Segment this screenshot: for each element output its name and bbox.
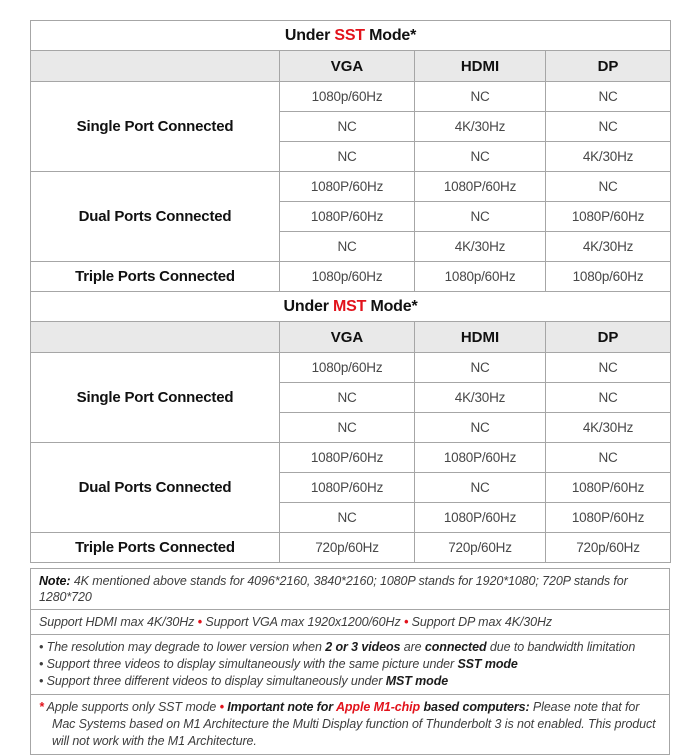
asterisk-marker: * <box>39 700 44 714</box>
cell-mst-dual-1-dp: NC <box>546 443 671 473</box>
mst-single-port-label: Single Port Connected <box>31 353 280 443</box>
sst-header-dp: DP <box>546 51 671 82</box>
mst-header-blank <box>31 322 280 353</box>
bullet-list <box>31 635 670 695</box>
cell-mst-single-3-vga: NC <box>280 413 415 443</box>
mst-title-row <box>31 292 671 322</box>
cell-mst-triple-hdmi: 720p/60Hz <box>415 533 546 563</box>
cell-sst-triple-dp: 1080p/60Hz <box>546 262 671 292</box>
bullet-list-row <box>31 635 670 695</box>
bullet-separator: • <box>197 615 202 629</box>
cell-mst-single-1-dp: NC <box>546 353 671 383</box>
cell-mst-dual-3-hdmi: 1080P/60Hz <box>415 503 546 533</box>
bullet-text: Support three videos to display simultaneously with the same picture under <box>46 657 458 671</box>
table-row <box>31 353 671 383</box>
bullet-text: The resolution may degrade to lower version when <box>46 640 326 654</box>
cell-sst-dual-2-dp: 1080P/60Hz <box>546 202 671 232</box>
mst-header-dp: DP <box>546 322 671 353</box>
apple-m1-detail-text: Please note that for Mac Systems based on M1 Architecture the Multi Display function of Thunderbolt 3 is not enabled. This product will not work with the M1 Architecture. <box>52 700 656 748</box>
cell-mst-triple-dp: 720p/60Hz <box>546 533 671 563</box>
cell-sst-single-2-dp: NC <box>546 112 671 142</box>
bullet-item-sst <box>39 656 661 673</box>
cell-sst-dual-3-vga: NC <box>280 232 415 262</box>
bullet-text: Support three different videos to display simultaneously under <box>46 674 386 688</box>
mst-header-vga: VGA <box>280 322 415 353</box>
sst-title-row <box>31 21 671 51</box>
cell-mst-single-1-vga: 1080p/60Hz <box>280 353 415 383</box>
apple-note-row <box>31 695 670 755</box>
table-row <box>31 262 671 292</box>
table-row <box>31 533 671 563</box>
cell-sst-dual-1-dp: NC <box>546 172 671 202</box>
sst-column-header-row <box>31 51 671 82</box>
bullet-marker: • <box>39 640 47 654</box>
cell-sst-single-2-vga: NC <box>280 112 415 142</box>
mst-dual-ports-label: Dual Ports Connected <box>31 443 280 533</box>
apple-note <box>31 695 670 755</box>
cell-mst-dual-2-dp: 1080P/60Hz <box>546 473 671 503</box>
support-hdmi: Support HDMI max 4K/30Hz <box>39 615 198 629</box>
cell-sst-dual-1-vga: 1080P/60Hz <box>280 172 415 202</box>
cell-mst-dual-3-vga: NC <box>280 503 415 533</box>
bullet-bold: SST mode <box>457 657 518 671</box>
display-mode-table <box>30 20 671 563</box>
sst-dual-ports-label: Dual Ports Connected <box>31 172 280 262</box>
sst-title-post: Mode* <box>364 26 417 44</box>
mst-triple-ports-label: Triple Ports Connected <box>31 533 280 563</box>
mst-title-pre: Under <box>283 297 334 315</box>
cell-sst-triple-hdmi: 1080p/60Hz <box>415 262 546 292</box>
sst-header-hdmi: HDMI <box>415 51 546 82</box>
cell-sst-single-3-vga: NC <box>280 142 415 172</box>
apple-important-text: Important note for <box>223 700 336 714</box>
bullet-text: are <box>400 640 425 654</box>
bullet-separator: • <box>403 615 409 629</box>
cell-sst-dual-2-vga: 1080P/60Hz <box>280 202 415 232</box>
resolution-note <box>31 569 670 610</box>
note-text: 4K mentioned above stands for 4096*2160, 3840*2160; 1080P stands for 1920*1080; 720P stands for 1280*720 <box>39 574 628 604</box>
note-row <box>31 569 670 610</box>
footnotes-table <box>30 568 670 755</box>
apple-sst-text: Apple supports only SST mode <box>43 700 220 714</box>
note-label: Note: <box>39 574 71 588</box>
cell-sst-single-1-dp: NC <box>546 82 671 112</box>
sst-title-mode: SST <box>334 26 365 44</box>
mst-header-hdmi: HDMI <box>415 322 546 353</box>
bullet-bold: connected <box>424 640 487 654</box>
support-dp: Support DP max 4K/30Hz <box>408 615 553 629</box>
bullet-bold: MST mode <box>385 674 449 688</box>
cell-mst-single-1-hdmi: NC <box>415 353 546 383</box>
table-row <box>31 443 671 473</box>
sst-header-vga: VGA <box>280 51 415 82</box>
cell-sst-single-2-hdmi: 4K/30Hz <box>415 112 546 142</box>
bullet-marker: • <box>39 657 47 671</box>
mst-title-post: Mode* <box>366 297 418 315</box>
cell-mst-single-3-hdmi: NC <box>415 413 546 443</box>
cell-sst-single-3-dp: 4K/30Hz <box>546 142 671 172</box>
bullet-marker: • <box>39 674 47 688</box>
mst-section-title <box>31 292 671 322</box>
mst-title-mode: MST <box>333 297 367 315</box>
cell-sst-dual-2-hdmi: NC <box>415 202 546 232</box>
cell-sst-single-1-hdmi: NC <box>415 82 546 112</box>
cell-mst-dual-2-vga: 1080P/60Hz <box>280 473 415 503</box>
bullet-item-bandwidth <box>39 639 661 656</box>
sst-single-port-label: Single Port Connected <box>31 82 280 172</box>
mst-column-header-row <box>31 322 671 353</box>
bullet-item-mst <box>39 673 661 690</box>
apple-m1-chip-text: Apple M1-chip <box>335 700 421 714</box>
sst-section-title <box>31 21 671 51</box>
support-note <box>31 610 670 635</box>
support-vga: Support VGA max 1920x1200/60Hz <box>201 615 404 629</box>
cell-sst-triple-vga: 1080p/60Hz <box>280 262 415 292</box>
cell-mst-triple-vga: 720p/60Hz <box>280 533 415 563</box>
sst-triple-ports-label: Triple Ports Connected <box>31 262 280 292</box>
cell-sst-dual-3-dp: 4K/30Hz <box>546 232 671 262</box>
bullet-text: due to bandwidth limitation <box>486 640 636 654</box>
cell-sst-single-1-vga: 1080p/60Hz <box>280 82 415 112</box>
cell-sst-single-3-hdmi: NC <box>415 142 546 172</box>
support-row <box>31 610 670 635</box>
apple-note-text <box>39 699 661 750</box>
cell-mst-dual-1-vga: 1080P/60Hz <box>280 443 415 473</box>
cell-mst-dual-3-dp: 1080P/60Hz <box>546 503 671 533</box>
cell-mst-single-2-hdmi: 4K/30Hz <box>415 383 546 413</box>
bullet-bold: 2 or 3 videos <box>325 640 401 654</box>
cell-mst-dual-1-hdmi: 1080P/60Hz <box>415 443 546 473</box>
apple-based-computers-text: based computers: <box>420 700 530 714</box>
cell-mst-single-3-dp: 4K/30Hz <box>546 413 671 443</box>
table-row <box>31 172 671 202</box>
cell-sst-dual-3-hdmi: 4K/30Hz <box>415 232 546 262</box>
table-row <box>31 82 671 112</box>
cell-mst-dual-2-hdmi: NC <box>415 473 546 503</box>
sst-header-blank <box>31 51 280 82</box>
sst-title-pre: Under <box>284 26 335 44</box>
cell-mst-single-2-dp: NC <box>546 383 671 413</box>
cell-mst-single-2-vga: NC <box>280 383 415 413</box>
bullet-separator: • <box>219 700 224 714</box>
cell-sst-dual-1-hdmi: 1080P/60Hz <box>415 172 546 202</box>
